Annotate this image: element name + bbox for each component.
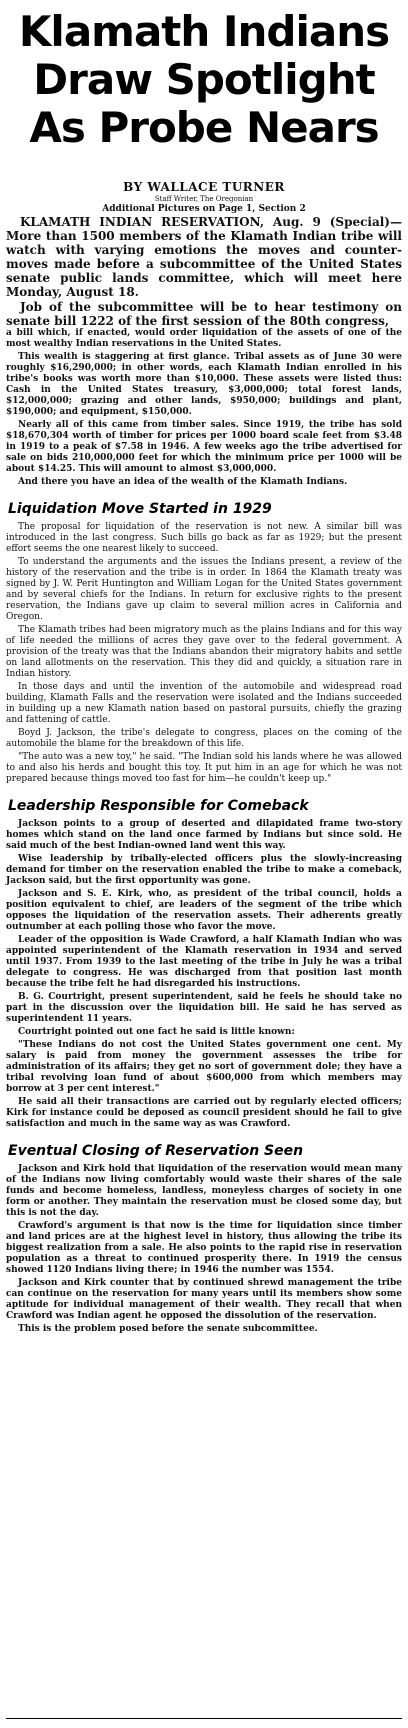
body-paragraph: This wealth is staggering at first glance. Tribal assets as of June 30 were roughly $16,290,000; in other words, each Klamath Indian enrolled in his tribe's books was worth more than $10,000. These assets were listed thus: Cash in the United States treasury, $3,000,000; total forest lands, $12,000,000; grazing and other lands, $950,000; buildings and plant, $190,000; and equipment, $150,000.: [6, 352, 402, 417]
body-paragraph: a bill which, if enacted, would order liquidation of the assets of one of the most wealthy Indian reservations in the United States.: [6, 328, 402, 349]
body-paragraph: B. G. Courtright, present superintendent, said he feels he should take no part in the discussion over the liquidation bill. He said he has served as superintendent 11 years.: [6, 992, 402, 1024]
section-2: [6, 522, 402, 785]
section-4: [6, 1164, 402, 1335]
staff-line: Staff Writer, The Oregonian: [154, 195, 254, 203]
bottom-rule: [6, 1718, 402, 1719]
body-paragraph: To understand the arguments and the issues the Indians present, a review of the history of the reservation and the tribe is in order. In 1864 the Klamath treaty was signed by J. W. Perit Huntington and William Logan for the United States government and by several chiefs for the Indians. In return for exclusive rights to the present reservation, the Indians gave up claim to several million acres in California and Oregon.: [6, 557, 402, 622]
body-paragraph: Jackson and Kirk hold that liquidation of the reservation would mean many of the Indians now living comfortably would waste their shares of the sale funds and become homeless, landless, moneyless charges of society in one form or another. They maintain the reservation must be closed some day, but this is not the day.: [6, 1164, 402, 1218]
body-paragraph: "These Indians do not cost the United States government one cent. My salary is paid from money the government assesses the tribe for administration of its affairs; they get no sort of government dole; they have a tribal revolving loan fund of about $600,000 from which members may borrow at 3 per cent interest.": [6, 1040, 402, 1094]
body-paragraph: Jackson and Kirk counter that by continued shrewd management the tribe can continue on the reservation for many years until its members show some aptitude for individual management of their wealth. They recall that when Crawford was Indian agent he opposed the dissolution of the reservation.: [6, 1278, 402, 1321]
section-1: [6, 328, 402, 488]
body-paragraph: In those days and until the invention of the automobile and widespread road building, Klamath Falls and the reservation were isolated and the Indians succeeded in building up a new Klamath nation based on pastoral pursuits, chiefly the grazing and fattening of cattle.: [6, 682, 402, 725]
lead-paragraph-2: Job of the subcommittee will be to hear testimony on senate bill 1222 of the first session of the 80th congress,: [6, 300, 402, 328]
body-paragraph: Courtright pointed out one fact he said is little known:: [18, 1027, 295, 1037]
body-paragraph: The Klamath tribes had been migratory much as the plains Indians and for this way of life needed the millions of acres they gave over to the federal government. A provision of the treaty was that the Indians abandon their migratory habits and settle on land allotments on the reservation. This they did and quickly, a situation rare in Indian history.: [6, 625, 402, 679]
byline: BY WALLACE TURNER: [123, 180, 285, 194]
body-paragraph: This is the problem posed before the senate subcommittee.: [18, 1324, 318, 1334]
body-paragraph: Boyd J. Jackson, the tribe's delegate to congress, places on the coming of the automobile the blame for the breakdown of this life.: [6, 728, 402, 749]
headline: [6, 8, 402, 152]
body-paragraph: Nearly all of this came from timber sales. Since 1919, the tribe has sold $18,670,304 worth of timber for prices per 1000 board scale feet from $3.48 in 1919 to a peak of $7.58 in 1946. A few weeks ago the tribe advertised for sale on bids 210,000,000 feet for which the minimum price per 1000 will be about $14.25. This will amount to almost $3,000,000.: [6, 420, 402, 474]
body-paragraph: Crawford's argument is that now is the time for liquidation since timber and land prices are at the highest level in history, thus allowing the tribe its biggest realization from a sale. He also points to the rapid rise in reservation population as a threat to continued prosperity there. In 1919 the census showed 1120 Indians living there; in 1946 the number was 1554.: [6, 1221, 402, 1275]
newspaper-article: [6, 8, 402, 1337]
body-paragraph: And there you have an idea of the wealth of the Klamath Indians.: [18, 477, 348, 487]
headline-line-3: As Probe Nears: [29, 103, 379, 152]
headline-line-1: Klamath Indians: [18, 7, 390, 56]
body-paragraph: Jackson points to a group of deserted and dilapidated frame two-story homes which stand on the land once farmed by Indians but since sold. He said much of the best Indian-owned land went this way.: [6, 819, 402, 851]
subhead-eventual-closing: Eventual Closing of Reservation Seen: [8, 1143, 304, 1159]
lead-paragraph: KLAMATH INDIAN RESERVATION, Aug. 9 (Special)—More than 1500 members of the Klamath Indian tribe will watch with varying emotions the moves and counter-moves made before a subcommittee of the United States senate public lands committee, which will meet here Monday, August 18.: [6, 215, 402, 299]
body-paragraph: Leader of the opposition is Wade Crawford, a half Klamath Indian who was appointed superintendent of the Klamath reservation in 1934 and served until 1937. From 1939 to the last meeting of the tribe in July he was a tribal delegate to congress. He was discharged from that position last month because the tribe felt he had disregarded his instructions.: [6, 935, 402, 989]
body-paragraph: "The auto was a new toy," he said. "The Indian sold his lands where he was allowed to and also his herds and bought this toy. It put him in an age for which he was not prepared because things moved too fast for him—he couldn't keep up.": [6, 752, 402, 784]
subhead-leadership: Leadership Responsible for Comeback: [8, 798, 309, 814]
body-paragraph: Jackson and S. E. Kirk, who, as president of the tribal council, holds a position equivalent to chief, are leaders of the segment of the tribe which opposes the liquidation of the reservation assets. Their adherents greatly outnumber at each polling those who favor the move.: [6, 889, 402, 932]
subhead-liquidation: Liquidation Move Started in 1929: [8, 501, 272, 517]
additional-pictures-note: Additional Pictures on Page 1, Section 2: [102, 204, 306, 214]
headline-line-2: Draw Spotlight: [33, 55, 375, 104]
section-3: [6, 819, 402, 1130]
body-paragraph: Wise leadership by tribally-elected officers plus the slowly-increasing demand for timber on the reservation enabled the tribe to make a comeback, Jackson said, but the first opportunity was gone.: [6, 854, 402, 886]
body-paragraph: The proposal for liquidation of the reservation is not new. A similar bill was introduced in the last congress. Such bills go back as far as 1929; but the present effort seems the one nearest likely to succeed.: [6, 522, 402, 554]
body-paragraph: He said all their transactions are carried out by regularly elected officers; Kirk for instance could be deposed as council president should he fail to give satisfaction and much in the same way as was Crawford.: [6, 1097, 402, 1129]
